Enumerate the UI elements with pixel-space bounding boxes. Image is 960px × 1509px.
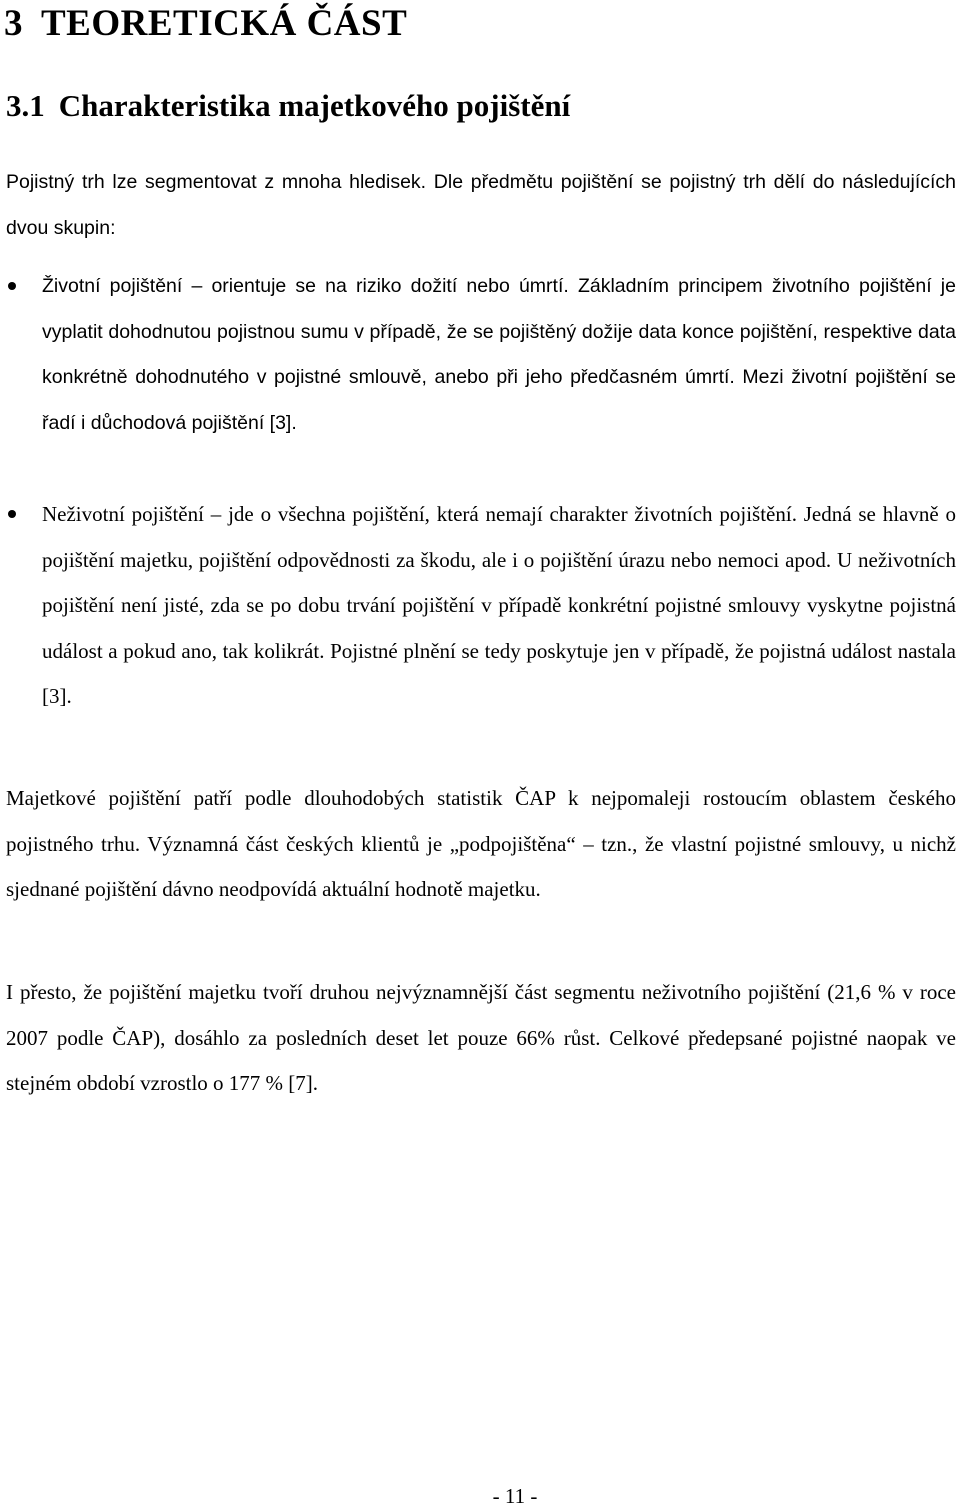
chapter-number: 3 xyxy=(4,3,23,44)
section-heading xyxy=(6,86,570,126)
bullet-icon xyxy=(8,282,16,290)
chapter-heading xyxy=(4,2,407,46)
body-paragraph: Majetkové pojištění patří podle dlouhodobých statistik ČAP k nejpomaleji rostoucím oblastem českého pojistného trhu. Významná část českých klientů je „podpojištěna“ – tzn., že vlastní pojistné smlouvy, u nichž sjednané pojištění dávno neodpovídá aktuální hodnotě majetku. xyxy=(6,786,956,901)
body-paragraph: I přesto, že pojištění majetku tvoří druhou nejvýznamnější část segmentu neživotního pojištění (21,6 % v roce 2007 podle ČAP), dosáhlo za posledních deset let pouze 66% růst. Celkové předepsané pojistné naopak ve stejném období vzrostlo o 177 % [7]. xyxy=(6,980,956,1095)
intro-paragraph: Pojistný trh lze segmentovat z mnoha hledisek. Dle předmětu pojištění se pojistný trh dělí do následujících dvou skupin: xyxy=(6,171,956,239)
bullet-icon xyxy=(8,510,16,518)
section-title: Charakteristika majetkového pojištění xyxy=(58,88,571,123)
chapter-title: TEORETICKÁ ČÁST xyxy=(41,3,408,44)
bullet-text-life-insurance: Životní pojištění – orientuje se na riziko dožití nebo úmrtí. Základním principem životního pojištění je vyplatit dohodnutou pojistnou sumu v případě, že se pojištěný dožije data konce pojištění, respektive data konkrétně dohodnutého v pojistné smlouvě, anebo při jeho předčasném úmrtí. Mezi životní pojištění se řadí i důchodová pojištění [3]. xyxy=(42,275,956,434)
section-number: 3.1 xyxy=(6,88,45,123)
bullet-text-non-life-insurance: Neživotní pojištění – jde o všechna pojištění, která nemají charakter životních pojištění. Jedná se hlavně o pojištění majetku, pojištění odpovědnosti za škodu, ale i o pojištění úrazu nebo nemoci apod. U neživotních pojištění není jisté, zda se po dobu trvání pojištění v případě konkrétní pojistné smlouvy vyskytne pojistná událost a pokud ano, tak kolikrát. Pojistné plnění se tedy poskytuje jen v případě, že pojistná událost nastala [3]. xyxy=(42,502,956,708)
page-number: - 11 - xyxy=(492,1484,538,1508)
